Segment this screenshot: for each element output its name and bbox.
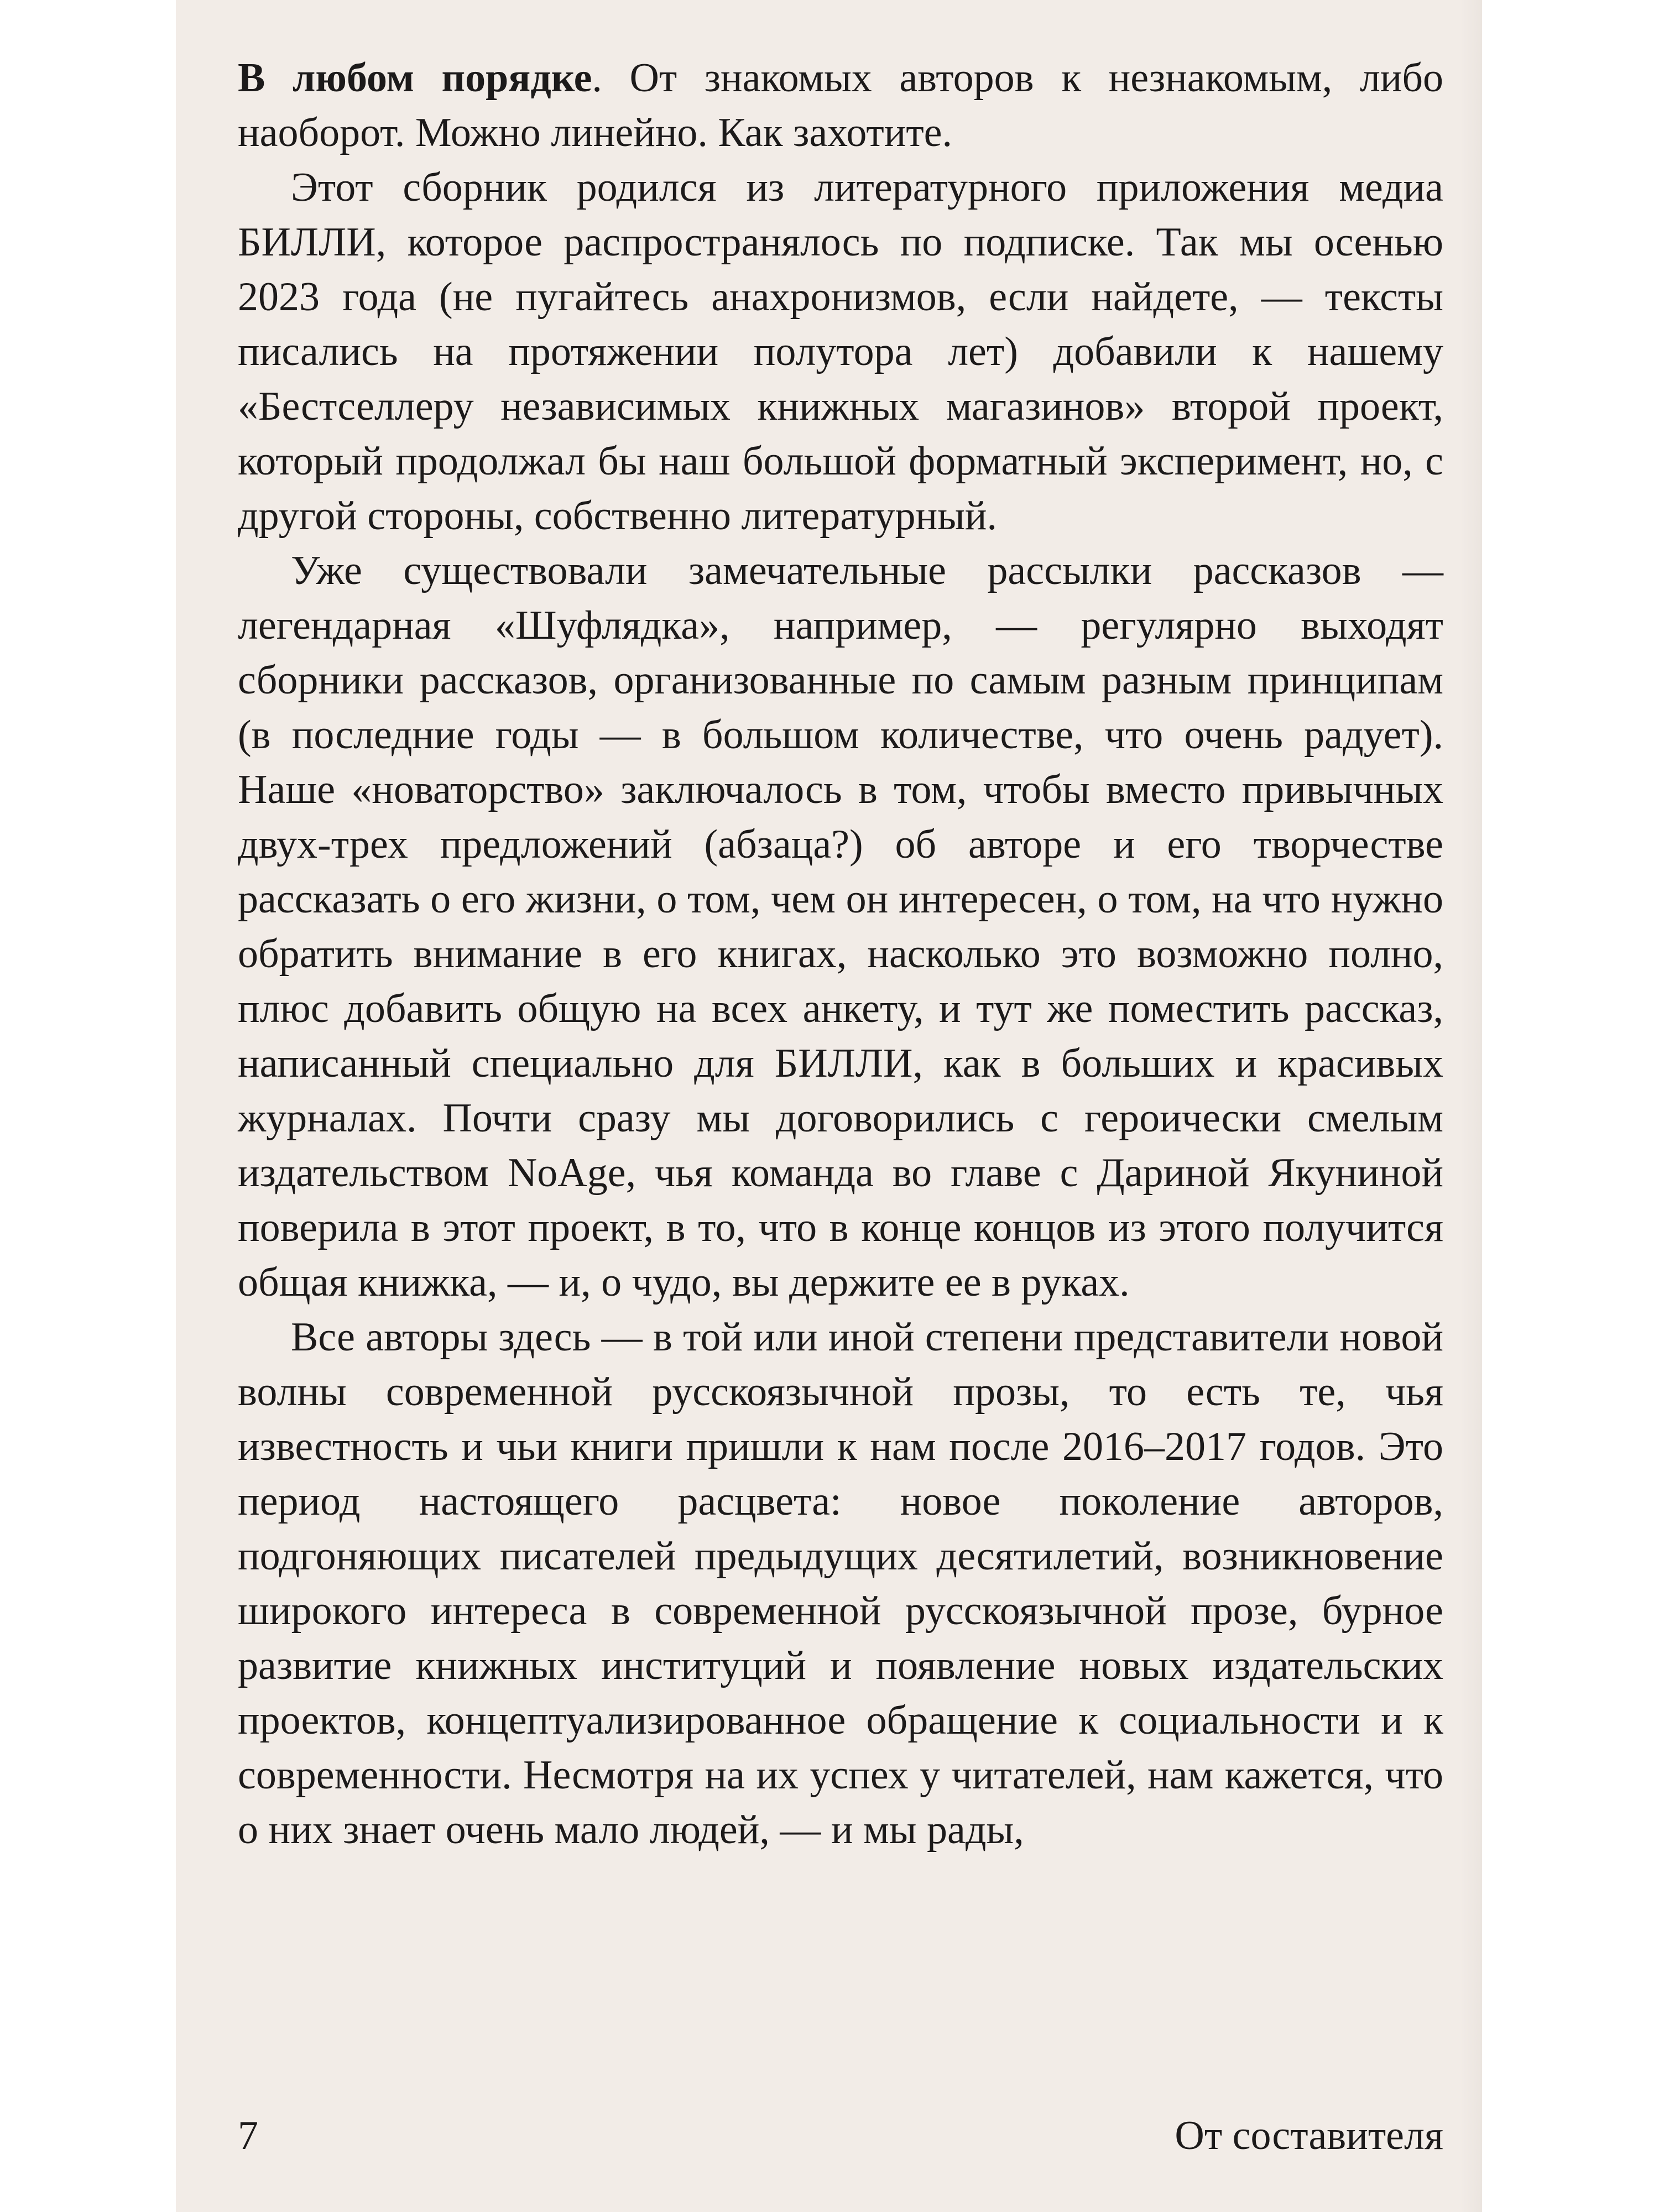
paragraph-lead-bold: В любом порядке [238, 55, 592, 101]
body-text [238, 51, 1443, 1858]
book-page [176, 0, 1482, 2212]
page-number: 7 [238, 2113, 258, 2158]
paragraph-text: . От знакомых авторов к незнакомым, либо наоборот. Можно линейно. Как захотите. [238, 55, 1443, 155]
paragraph-4: Все авторы здесь — в той или иной степени представители новой волны современной русскоязычной прозы, то есть те, чья известность и чьи книги пришли к нам после 2016–2017 годов. Это период настоящего расцвета: новое поколение авторов, подгоняющих писателей предыдущих десятилетий, возникновение широкого интереса в современной русскоязычной прозе, бурное развитие книжных институций и появление новых издательских проектов, концептуализированное обращение к социальности и к современности. Несмотря на их успех у читателей, нам кажется, что о них знает очень мало людей, — и мы рады, [238, 1314, 1443, 1853]
page-edge-shadow [1460, 0, 1482, 2212]
paragraph-2: Этот сборник родился из литературного приложения медиа БИЛЛИ, которое распространялось по подписке. Так мы осенью 2023 года (не пугайтесь анахронизмов, если найдете, — тексты писались на протяжении полутора лет) добавили к нашему «Бестселлеру независимых книжных магазинов» второй проект, который продолжал бы наш большой форматный эксперимент, но, с другой стороны, собственно литературный. [238, 165, 1443, 539]
running-title: От составителя [1175, 2113, 1443, 2158]
paragraph-3: Уже существовали замечательные рассылки рассказов — легендарная «Шуфлядка», например, — регулярно выходят сборники рассказов, организованные по самым разным принципам (в последние годы — в большом количестве, что очень радует). Наше «новаторство» заключалось в том, чтобы вместо привычных двух-трех предложений (абзаца?) об авторе и его творчестве рассказать о его жизни, о том, чем он интересен, о том, на что нужно обратить внимание в его книгах, насколько это возможно полно, плюс добавить общую на всех анкету, и тут же поместить рассказ, написанный специально для БИЛЛИ, как в больших и красивых журналах. Почти сразу мы договорились с героически смелым издательством NoAge, чья команда во главе с Дариной Якуниной поверила в этот проект, в то, что в конце концов из этого получится общая книжка, — и, о чудо, вы держите ее в руках. [238, 548, 1443, 1305]
paragraph-1 [238, 51, 1443, 160]
page-footer [238, 2108, 1443, 2163]
